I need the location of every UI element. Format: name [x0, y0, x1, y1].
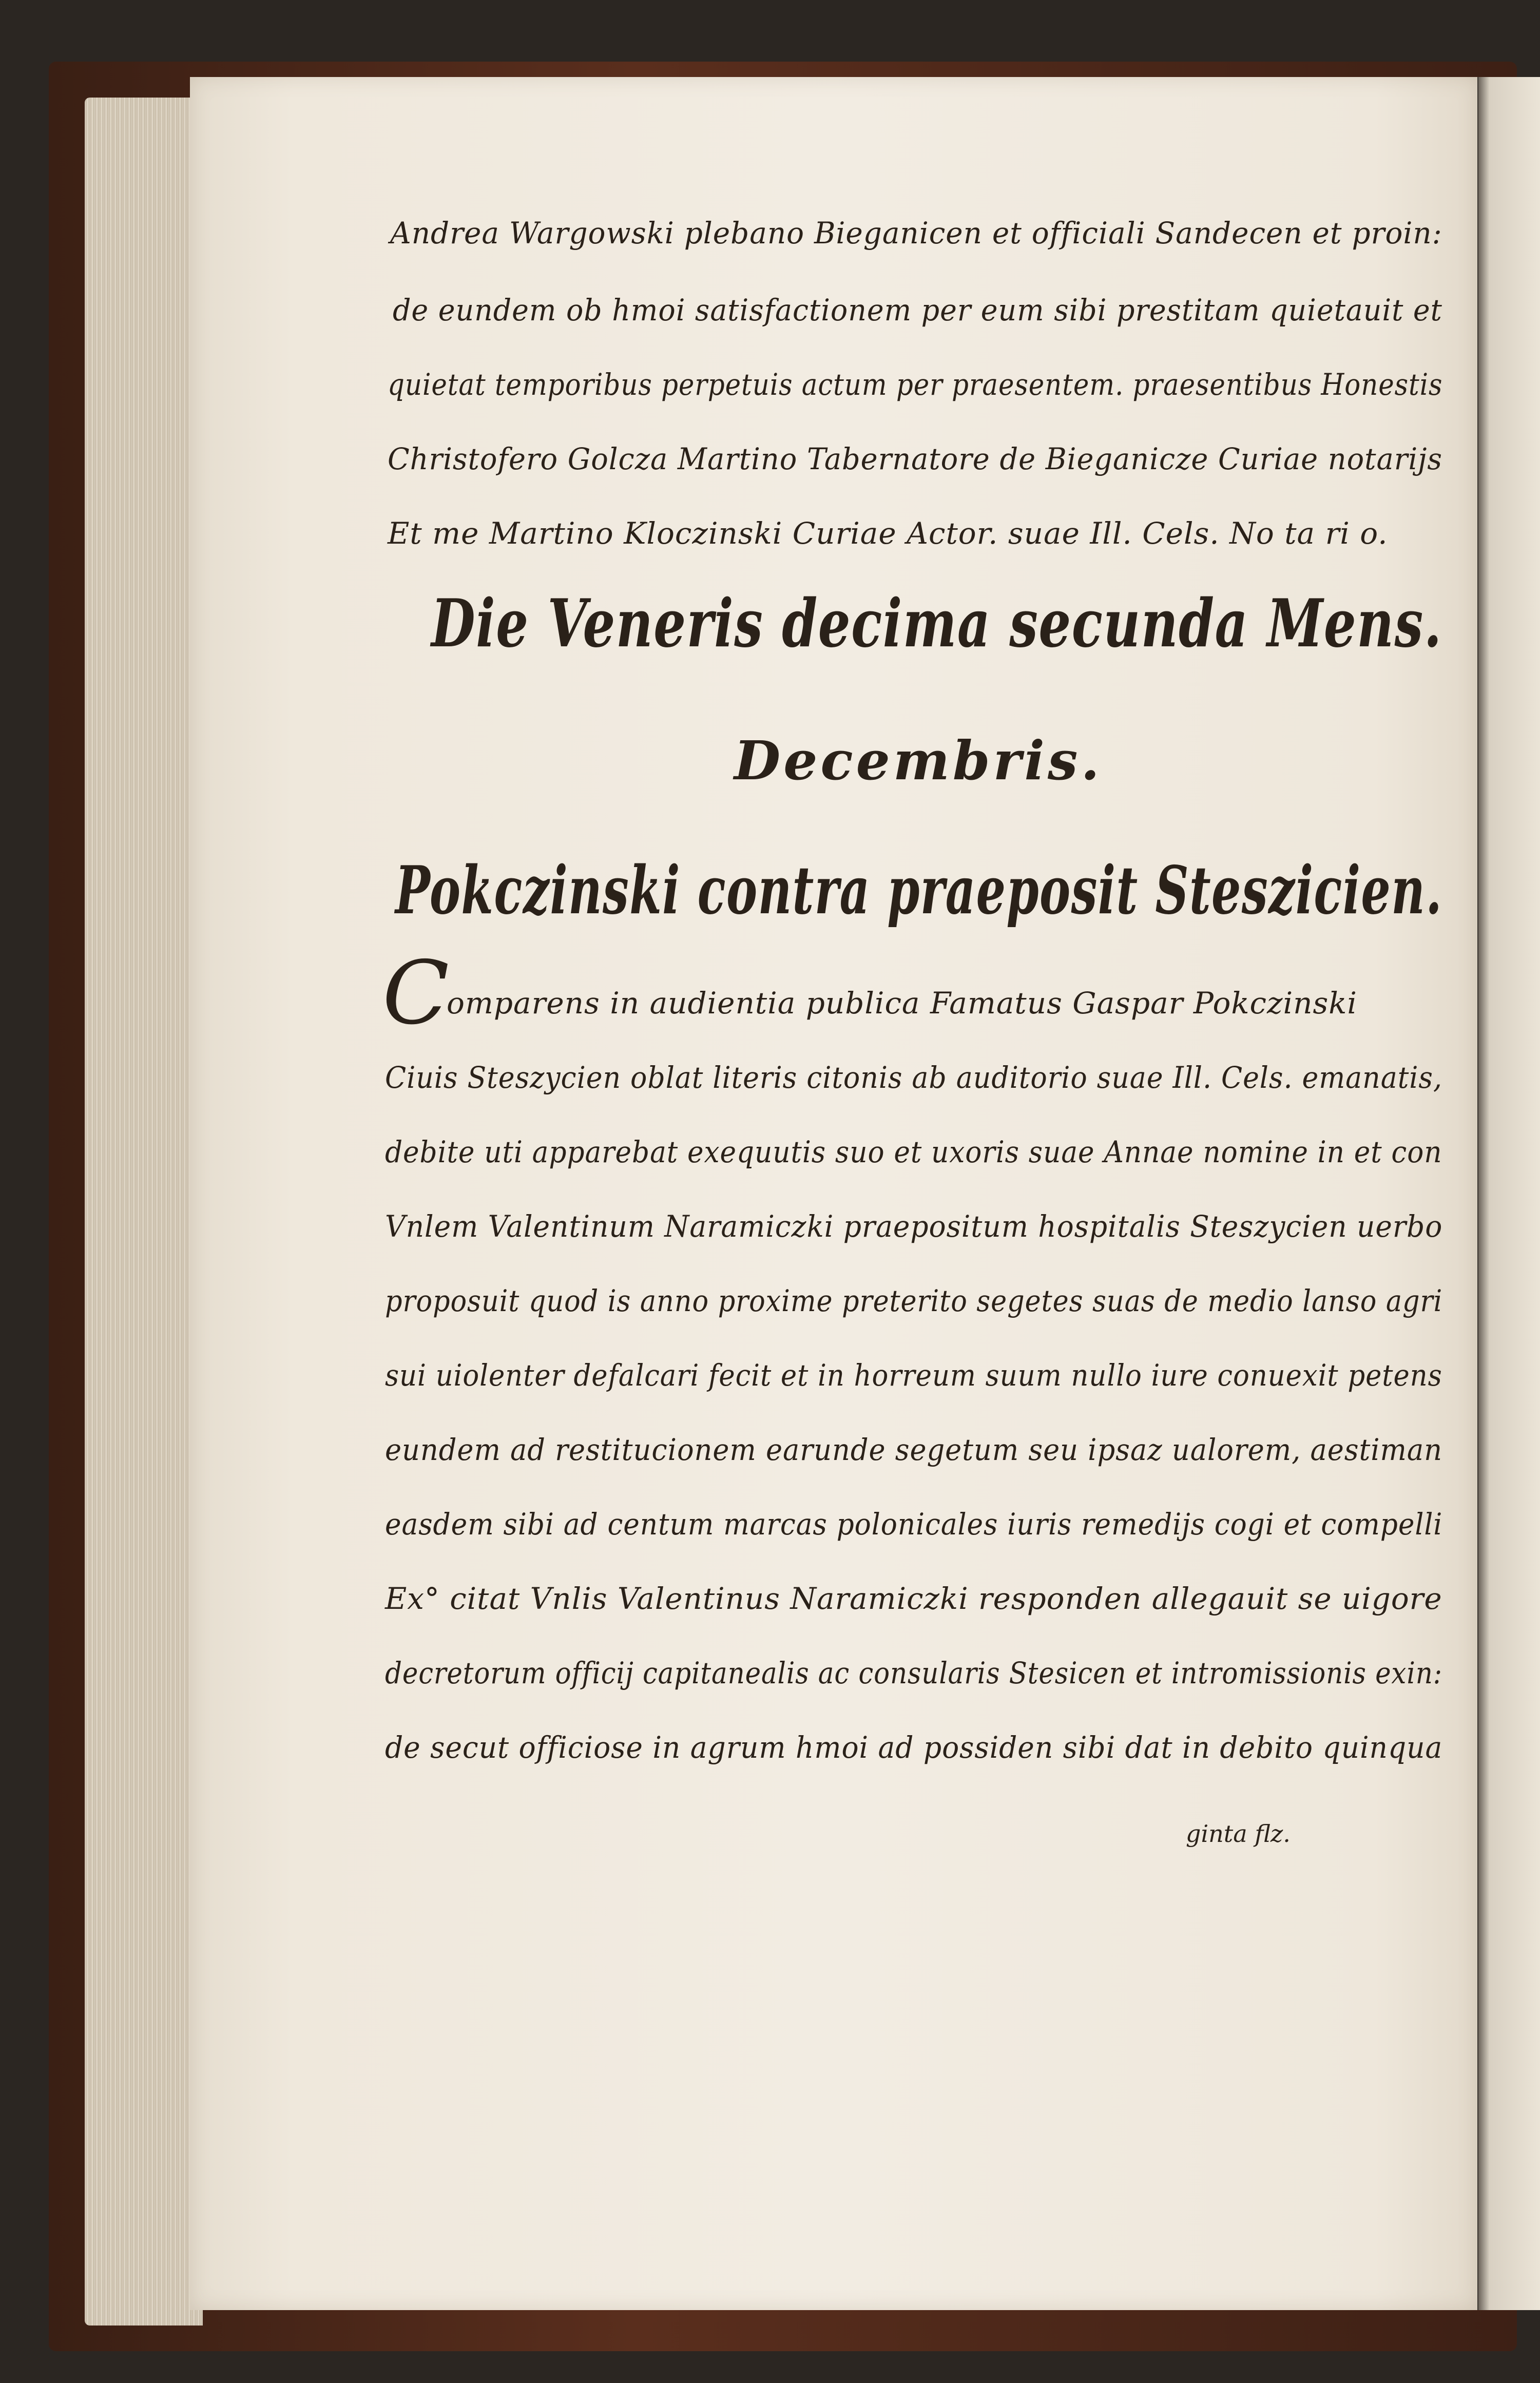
- text-line: eundem ad restitucionem earunde segetum seu ipsaz ualorem, aestiman: [385, 1432, 1443, 1467]
- date-heading: Die Veneris decima secunda Mens.: [431, 585, 1442, 662]
- text-line: Et me Martino Kloczinski Curiae Actor. suae Ill. Cels. No ta ri o.: [388, 516, 1388, 551]
- text-line: decretorum officij capitanealis ac consularis Stesicen et intromissionis exin:: [385, 1656, 1442, 1690]
- text-line: omparens in audientia publica Famatus Gaspar Pokczinski: [447, 986, 1357, 1021]
- text-line: Andrea Wargowski plebano Bieganicen et officiali Sandecen et proin:: [390, 216, 1442, 251]
- text-line: proposuit quod is anno proxime preterito segetes suas de medio lanso agri: [385, 1283, 1443, 1318]
- text-line: Vnlem Valentinum Naramiczki praepositum hospitalis Steszycien uerbo: [385, 1209, 1443, 1244]
- text-line: sui uiolenter defalcari fecit et in horreum suum nullo iure conuexit petens: [385, 1358, 1442, 1393]
- text-line: easdem sibi ad centum marcas polonicales iuris remedijs cogi et compelli: [385, 1507, 1443, 1542]
- text-line: de secut officiose in agrum hmoi ad possiden sibi dat in debito quinqua: [385, 1730, 1443, 1765]
- text-line: quietat temporibus perpetuis actum per praesentem. praesentibus Honestis: [388, 367, 1443, 402]
- text-line: Ciuis Steszycien oblat literis citonis ab auditorio suae Ill. Cels. emanatis,: [385, 1060, 1442, 1095]
- text-line: Ex° citat Vnlis Valentinus Naramiczki responden allegauit se uigore: [385, 1581, 1442, 1616]
- catchword: ginta flz.: [1186, 1820, 1291, 1848]
- text-line: debite uti apparebat exequutis suo et uxoris suae Annae nomine in et con: [385, 1135, 1442, 1169]
- facing-page-edge: [1478, 77, 1540, 2310]
- drop-capital: C: [382, 943, 450, 1044]
- manuscript-page: [190, 77, 1478, 2310]
- text-line: Christofero Golcza Martino Tabernatore de Bieganicze Curiae notarijs: [388, 441, 1442, 476]
- text-line: de eundem ob hmoi satisfactionem per eum sibi prestitam quietauit et: [393, 293, 1442, 328]
- case-heading: Pokczinski contra praeposit Steszicien.: [395, 852, 1443, 929]
- page-edges: [85, 98, 203, 2326]
- date-heading-month: Decembris.: [734, 729, 1103, 792]
